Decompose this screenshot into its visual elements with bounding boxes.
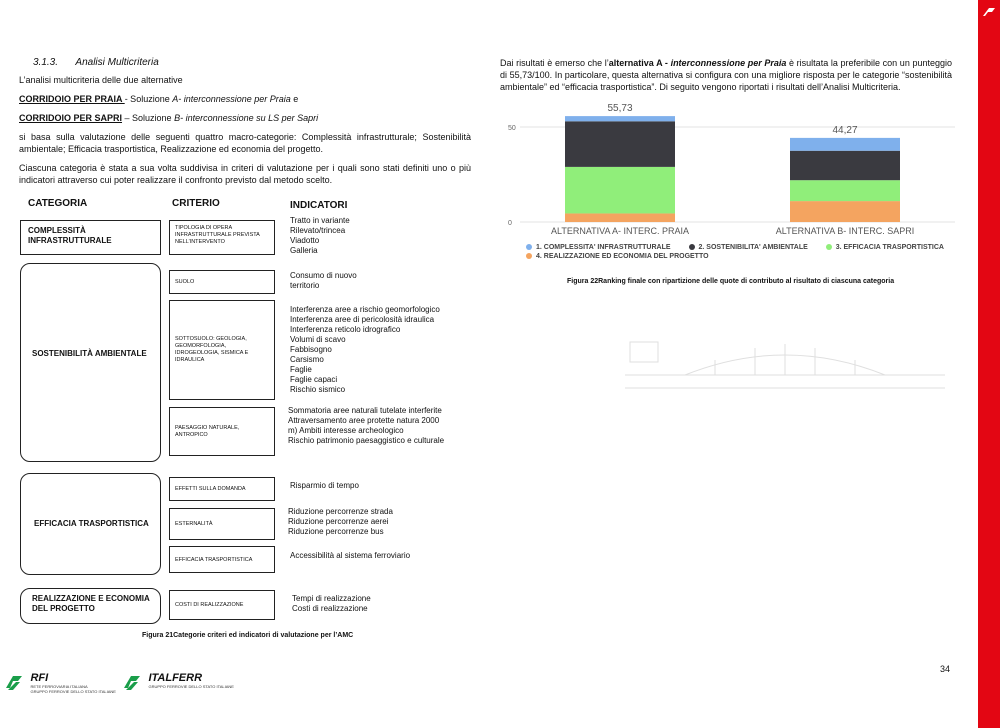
page-number: 34: [940, 664, 951, 674]
rfi-mark-icon: [4, 672, 24, 692]
italferr-name: ITALFERR: [148, 672, 203, 684]
indicator-item: Risparmio di tempo: [290, 481, 359, 490]
figure-22-caption: Figura 22Ranking finale con ripartizione delle quote di contributo al risultato di ciascuna categoria: [567, 278, 895, 285]
indicator-group: [288, 406, 444, 446]
criterion-label-tipologia: TIPOLOGIA DI OPERA INFRASTRUTTURALE PREVISTA NELL’INTERVENTO: [175, 225, 260, 245]
legend-label: 1. COMPLESSITA' INFRASTRUTTURALE: [536, 244, 671, 251]
legend-entry: [826, 244, 944, 251]
indicator-item: Faglie: [290, 365, 312, 374]
category-label-sostenibilita: SOSTENIBILITÀ AMBIENTALE: [32, 349, 147, 358]
legend-swatch: [526, 244, 532, 250]
criterion-label-paesaggio: PAESAGGIO NATURALE, ANTROPICO: [175, 425, 240, 438]
x-tick-label: ALTERNATIVA B- INTERC. SAPRI: [775, 226, 915, 236]
ranking-chart: [500, 98, 960, 268]
corridor-praia-label: CORRIDOIO PER PRAIA: [19, 94, 125, 104]
indicator-item: Volumi di scavo: [290, 335, 346, 344]
criterion-label-esternalita: ESTERNALITÀ: [175, 521, 213, 527]
rfi-group: GRUPPO FERROVIE DELLO STATO ITALIANE: [30, 689, 116, 694]
figure-21-caption: Figura 21Categorie criteri ed indicatori di valutazione per l’AMC: [142, 632, 354, 639]
results-text-bold: alternativa A -: [608, 58, 671, 68]
legend-label: 2. SOSTENIBILITA' AMBIENTALE: [698, 244, 808, 251]
indicator-item: Interferenza aree di pericolosità idraulica: [290, 315, 435, 324]
italferr-logo: [122, 672, 234, 702]
italferr-mark-icon: [122, 672, 142, 692]
results-paragraph: [500, 57, 952, 93]
legend-swatch: [689, 244, 695, 250]
fs-logo-icon: [982, 6, 996, 18]
indicator-group: [290, 305, 440, 395]
categories-paragraph: si basa sulla valutazione delle seguenti quattro macro-categorie: Complessità infrastrutturale; Sostenibilità ambientale; Efficacia trasportistica, Realizzazione ed economia del progetto.: [19, 132, 471, 154]
legend-swatch: [826, 244, 832, 250]
x-tick-label: ALTERNATIVA A- INTERC. PRAIA: [550, 226, 690, 236]
chart-legend: [526, 244, 960, 262]
corridor-praia-solution: A- interconnessione per Praia: [172, 94, 291, 104]
legend-entry: [526, 253, 709, 260]
indicator-item: Tratto in variante: [290, 216, 350, 225]
corridor-sapri-text: – Soluzione: [122, 113, 175, 123]
criterion-label-costi: COSTI DI REALIZZAZIONE: [175, 602, 244, 608]
indicator-group: [288, 507, 393, 537]
indicator-item: Rischio patrimonio paesaggistico e culturale: [288, 436, 445, 445]
section-heading: [33, 57, 159, 68]
legend-entry: [689, 244, 808, 251]
indicator-group: [290, 216, 350, 256]
category-label-efficacia: EFFICACIA TRASPORTISTICA: [34, 519, 149, 528]
total-label: 44,27: [832, 124, 858, 136]
indicator-item: Carsismo: [290, 355, 324, 364]
legend-swatch: [526, 253, 532, 259]
indicator-item: Sommatoria aree naturali tutelate interferite: [288, 406, 442, 415]
indicator-item: Rischio sismico: [290, 385, 346, 394]
corridor-praia-text: - Soluzione: [124, 94, 173, 104]
indicator-item: Fabbisogno: [290, 345, 332, 354]
indicator-group: [290, 271, 357, 291]
section-title: Analisi Multicriteria: [75, 57, 159, 68]
criterion-label-domanda: EFFETTI SULLA DOMANDA: [175, 486, 246, 492]
indicator-group: [290, 481, 359, 491]
y-tick-label: 50: [508, 125, 516, 132]
indicator-item: Interferenza aree a rischio geomorfologico: [290, 305, 440, 314]
bar-segment: [565, 116, 675, 121]
column-header-criterio: CRITERIO: [172, 198, 220, 209]
bar-segment: [790, 180, 900, 201]
column-header-categoria: CATEGORIA: [28, 198, 88, 209]
criterion-label-suolo: SUOLO: [175, 279, 195, 285]
corridor-sapri-solution: B- interconnessione su LS per Sapri: [174, 113, 319, 123]
bar-segment: [565, 213, 675, 222]
results-text-start: Dai risultati è emerso che l’: [500, 58, 609, 68]
bar-segment: [790, 151, 900, 180]
rfi-logo: [4, 672, 116, 702]
criterion-label-sottosuolo: SOTTOSUOLO: GEOLOGIA, GEOMORFOLOGIA, IDROGEOLOGIA, SISMICA E IDRAULICA: [175, 336, 249, 363]
bar-segment: [790, 201, 900, 222]
legend-entry: [526, 244, 671, 251]
indicator-item: Consumo di nuovo: [290, 271, 357, 280]
indicator-item: Tempi di realizzazione: [292, 594, 371, 603]
side-brand-bar: [978, 0, 1000, 728]
indicator-item: Accessibilità al sistema ferroviario: [290, 551, 411, 560]
indicator-item: Riduzione percorrenze strada: [288, 507, 393, 516]
column-header-indicatori: INDICATORI: [290, 200, 348, 211]
indicator-item: Rilevato/trincea: [290, 226, 346, 235]
indicator-group: [290, 551, 410, 561]
corridor-sapri-label: CORRIDOIO PER SAPRI: [19, 113, 123, 123]
corridor-praia-end: e: [290, 94, 299, 104]
y-tick-label: 0: [508, 220, 512, 227]
indicator-group: [292, 594, 371, 614]
intro-paragraph: L’analisi multicriteria delle due alternative: [19, 75, 183, 85]
indicator-item: Riduzione percorrenze bus: [288, 527, 384, 536]
indicator-item: Interferenza reticolo idrografico: [290, 325, 401, 334]
results-text-bold-italic: interconnessione per Praia: [670, 58, 787, 68]
indicator-item: Costi di realizzazione: [292, 604, 368, 613]
criterion-label-efficacia: EFFICACIA TRASPORTISTICA: [175, 557, 253, 563]
ranking-chart-svg: [500, 98, 960, 268]
rfi-subtitle: RETE FERROVIARIA ITALIANA: [30, 684, 88, 689]
bar-segment: [565, 121, 675, 167]
section-number: 3.1.3.: [33, 57, 59, 68]
total-label: 55,73: [607, 103, 633, 115]
legend-label: 4. REALIZZAZIONE ED ECONOMIA DEL PROGETTO: [536, 253, 709, 260]
indicator-item: Attraversamento aree protette natura 2000: [288, 416, 440, 425]
indicator-item: Riduzione percorrenze aerei: [288, 517, 389, 526]
category-box-sostenibilita: [20, 263, 161, 462]
category-label-realizzazione: REALIZZAZIONE E ECONOMIA DEL PROGETTO: [32, 594, 150, 613]
category-label-complessita: COMPLESSITÀ INFRASTRUTTURALE: [28, 226, 112, 245]
bar-segment: [565, 167, 675, 214]
indicator-item: Faglie capaci: [290, 375, 338, 384]
corridor-praia-line: [19, 93, 471, 105]
corridor-sapri-line: [19, 112, 471, 124]
legend-label: 3. EFFICACIA TRASPORTISTICA: [835, 244, 944, 251]
results-text-end: è risultata la preferibile con un punteggio di 55,73/100. In particolare, questa alternativa si configura con una migliore risposta per le categorie “sostenibilità ambientale” ed “efficacia trasportistica”. Di seguito vengono riportati i risultati dell’Analisi Multicriteria.: [500, 58, 953, 92]
background-bridge-sketch: [625, 330, 945, 400]
indicator-item: territorio: [290, 281, 320, 290]
indicator-item: Viadotto: [290, 236, 320, 245]
rfi-name: RFI: [30, 672, 49, 684]
indicator-item: Galleria: [290, 246, 318, 255]
bar-segment: [790, 138, 900, 151]
criteria-paragraph: Ciascuna categoria è stata a sua volta suddivisa in criteri di valutazione per i quali sono stati definiti uno o più indicatori attraverso cui poter realizzare il confronto previsto dal metodo scelto.: [19, 163, 471, 185]
italferr-group: GRUPPO FERROVIE DELLO STATO ITALIANE: [148, 684, 234, 689]
indicator-item: m) Ambiti interesse archeologico: [288, 426, 404, 435]
